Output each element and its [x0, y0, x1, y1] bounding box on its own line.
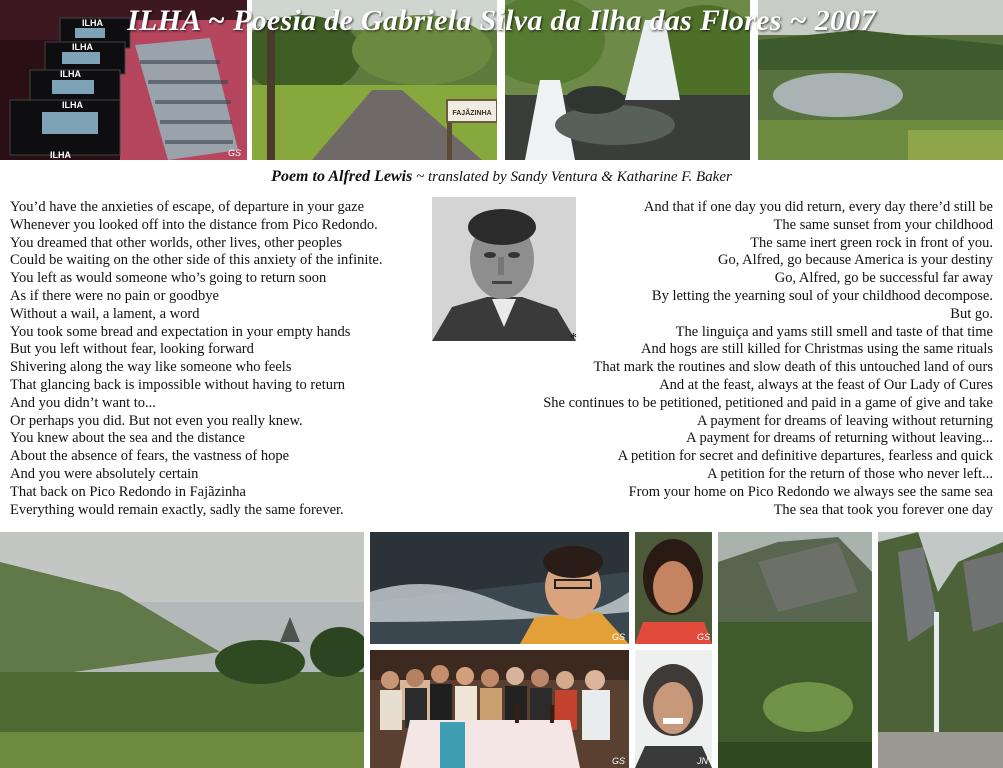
poem-right-column	[433, 199, 993, 519]
poem-line: Everything would remain exactly, sadly the same forever.	[10, 501, 344, 518]
poem-line: Go, Alfred, go be successful far away	[774, 270, 993, 287]
photo-gabriela-sea	[370, 532, 629, 644]
poem-title: Poem to Alfred Lewis	[271, 168, 413, 185]
poem-line: Without a wail, a lament, a word	[10, 305, 200, 322]
portrait-asterisk: *	[570, 331, 577, 346]
photo-coast-mist	[0, 532, 364, 768]
poem-line: And that if one day you did return, every day there’d still be	[643, 199, 993, 215]
poem-line: That back on Pico Redondo in Fajãzinha	[10, 483, 246, 500]
poem-line: The linguiça and yams still smell and taste of that time	[675, 323, 993, 340]
poem-line: And you were absolutely certain	[10, 465, 199, 482]
poem-line: From your home on Pico Redondo we always see the same sea	[628, 483, 993, 500]
poem-line: Could be waiting on the other side of this anxiety of the infinite.	[10, 252, 383, 269]
poem-line: Whenever you looked off into the distance from Pico Redondo.	[10, 216, 378, 233]
poem-line: By letting the yearning soul of your childhood decompose.	[651, 287, 993, 304]
photo-woman-smiling	[635, 650, 712, 768]
poem-line: And at the feast, always at the feast of Our Lady of Cures	[659, 376, 993, 393]
credit-woman-top: GS	[697, 632, 711, 642]
poem-line: The sea that took you forever one day	[773, 501, 993, 518]
poem-line: And hogs are still killed for Christmas using the same rituals	[641, 341, 993, 358]
poem-line: A payment for dreams of returning without leaving...	[686, 430, 993, 447]
poem-line: You left as would someone who’s going to return soon	[10, 270, 327, 287]
poem-line: That glancing back is impossible without having to return	[10, 376, 346, 393]
poem-line: You knew about the sea and the distance	[10, 430, 245, 447]
photo1-credit: GS	[228, 148, 242, 158]
poem-line: You’d have the anxieties of escape, of departure in your gaze	[10, 199, 365, 215]
photo-woman-green	[635, 532, 712, 644]
poem-line: A petition for secret and definitive departures, fearless and quick	[617, 448, 993, 465]
poem-translation: ~ translated by Sandy Ventura & Katharine F. Baker	[416, 169, 732, 185]
photo-dinner-group	[370, 650, 629, 768]
poem-line: She continues to be petitioned, petitioned and paid in a game of give and take	[543, 394, 993, 411]
poem-line: That mark the routines and slow death of this untouched land of ours	[593, 359, 993, 376]
poem-line: A payment for dreams of leaving without returning	[697, 412, 993, 429]
poem-line: You took some bread and expectation in your empty hands	[10, 323, 351, 340]
credit-woman-bottom: JN	[697, 756, 708, 766]
poem-line: Go, Alfred, go because America is your destiny	[717, 252, 993, 269]
poem-line: The same inert green rock in front of you.	[750, 234, 993, 251]
book-sign-label: ILHA	[62, 100, 83, 110]
poem-header	[0, 168, 1003, 186]
banner-title: ILHA ~ Poesia de Gabriela Silva da Ilha das Flores ~ 2007	[127, 4, 876, 37]
poem-line: The same sunset from your childhood	[773, 216, 993, 233]
svg-text:ILHA: ILHA	[72, 42, 93, 52]
photo-cliffs	[718, 532, 872, 768]
poem-line: About the absence of fears, the vastness of hope	[10, 448, 290, 465]
credit-gabriela: GS	[612, 632, 626, 642]
poem-line: Shivering along the way like someone who feels	[10, 359, 292, 376]
poem-line: But you left without fear, looking forward	[10, 341, 254, 358]
poem-left-column	[10, 199, 440, 519]
svg-text:ILHA: ILHA	[82, 18, 103, 28]
svg-text:ILHA: ILHA	[60, 69, 81, 79]
poem-line: A petition for the return of those who never left...	[707, 465, 993, 482]
road-sign-label: FAJÃZINHA	[452, 110, 492, 117]
photo-cliff-waterfall	[878, 532, 1003, 768]
svg-text:ILHA: ILHA	[50, 150, 71, 160]
poem-line: Or perhaps you did. But not even you really knew.	[10, 412, 303, 429]
poem-line: You dreamed that other worlds, other lives, other peoples	[10, 234, 342, 251]
credit-dinner: GS	[612, 756, 626, 766]
poem-line: And you didn’t want to...	[10, 394, 156, 411]
poem-line: As if there were no pain or goodbye	[10, 287, 219, 304]
poem-line: But go.	[950, 305, 993, 322]
